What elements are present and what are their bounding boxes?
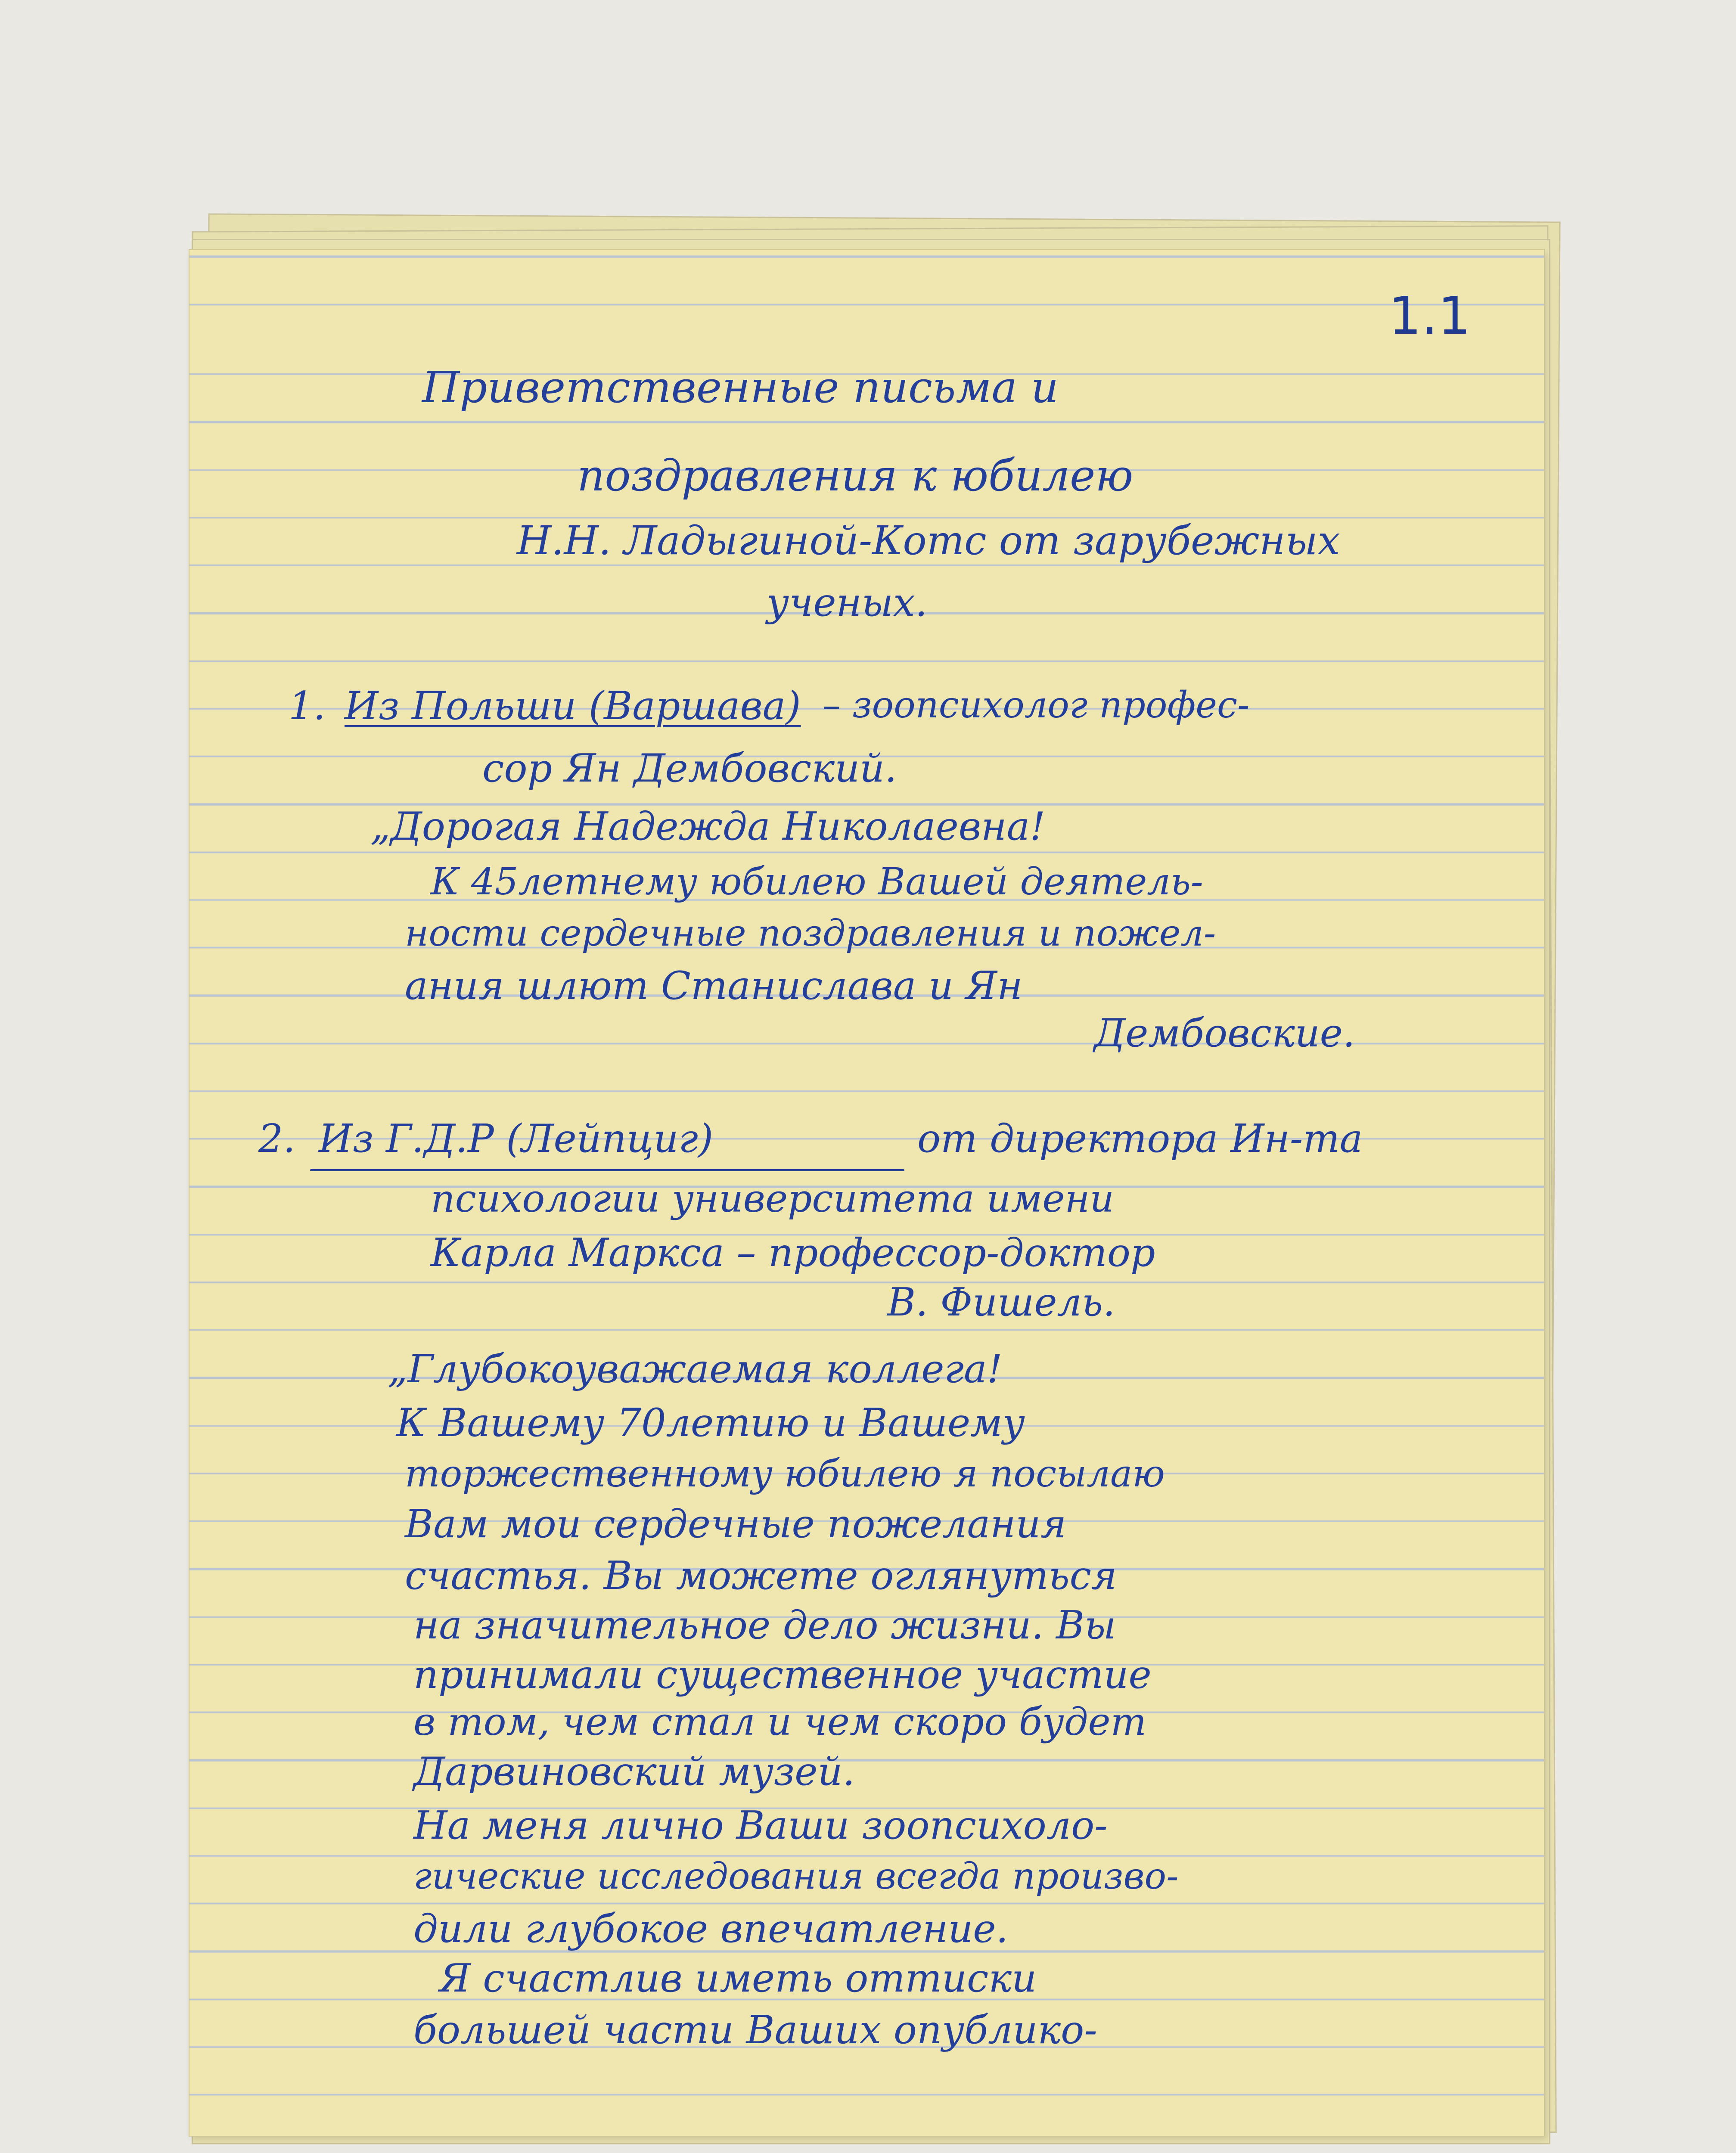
letter-line: Я счастлив иметь оттиски: [439, 1956, 1037, 2001]
letter-line: К Вашему 70летию и Вашему: [396, 1400, 1025, 1446]
title-line: Н.Н. Ладыгиной-Котс от зарубежных: [517, 518, 1340, 564]
letter-line: ания шлют Станислава и Ян: [405, 963, 1023, 1008]
letter-line: торжественному юбилею я посылаю: [405, 1452, 1165, 1495]
letter-line: от директора Ин-та: [917, 1116, 1363, 1161]
handwritten-page: [189, 250, 1544, 2136]
letter-line: в том, чем стал и чем скоро будет: [413, 1700, 1147, 1744]
letter-line: „Глубокоуважаемая коллега!: [388, 1346, 1003, 1392]
letter-line: на значительное дело жизни. Вы: [413, 1603, 1116, 1648]
heading-underline: [310, 1169, 904, 1171]
letter-line: К 45летнему юбилею Вашей деятель-: [431, 860, 1203, 903]
letter-line: Дарвиновский музей.: [413, 1749, 855, 1794]
letter-line: психологии университета имени: [431, 1176, 1115, 1221]
letter-line: Вам мои сердечные пожелания: [405, 1502, 1066, 1547]
letter-line: сор Ян Дембовский.: [482, 746, 897, 791]
letter-line: Карла Маркса – профессор-доктор: [431, 1230, 1155, 1275]
section-number: 1.: [289, 683, 326, 729]
letter-line: Дембовские.: [1094, 1011, 1355, 1056]
section-heading: Из Г.Д.Р (Лейпциг): [319, 1116, 714, 1161]
letter-line: На меня лично Ваши зоопсихоло-: [413, 1803, 1108, 1848]
title-line: поздравления к юбилею: [577, 450, 1134, 501]
letter-line: большей части Ваших опублико-: [413, 2007, 1097, 2053]
section-heading: Из Польши (Варшава): [345, 683, 801, 729]
title-line: Приветственные письма и: [422, 362, 1059, 413]
letter-line: В. Фишель.: [887, 1280, 1115, 1325]
letter-line: дили глубокое впечатление.: [413, 1906, 1009, 1951]
letter-line: – зоопсихолог профес-: [823, 684, 1250, 726]
page-number: 1.1: [1388, 286, 1471, 346]
title-line: ученых.: [767, 580, 928, 625]
letter-line: принимали существенное участие: [413, 1652, 1152, 1697]
letter-line: „Дорогая Надежда Николаевна!: [370, 804, 1046, 849]
letter-line: гические исследования всегда произво-: [413, 1855, 1179, 1897]
section-number: 2.: [258, 1116, 295, 1161]
letter-line: ности сердечные поздравления и пожел-: [405, 912, 1216, 954]
letter-line: счастья. Вы можете оглянуться: [405, 1553, 1117, 1598]
